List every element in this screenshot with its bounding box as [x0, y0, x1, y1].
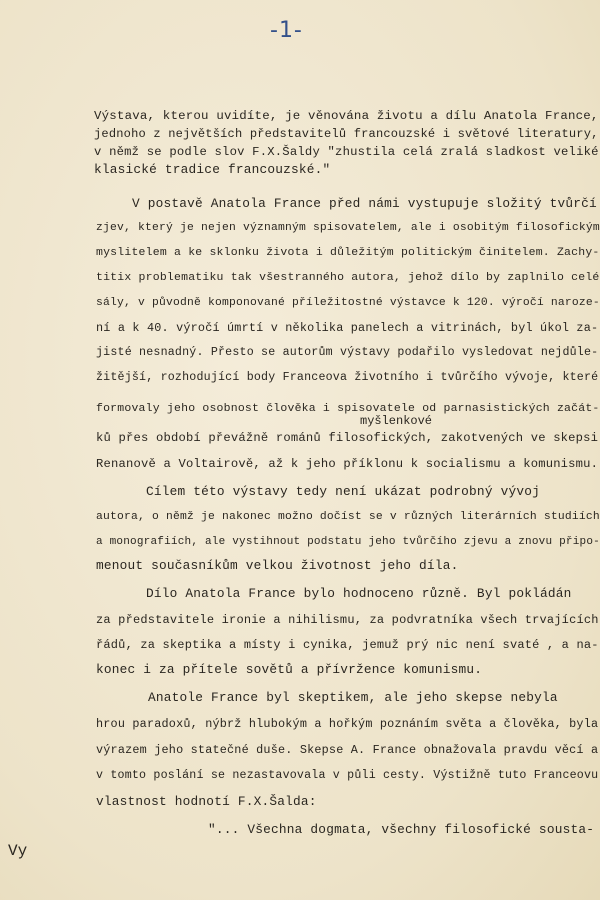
- text-line: V postavě Anatola France před námi vystupuje složitý tvůrčí: [132, 196, 597, 211]
- text-line: výrazem jeho statečné duše. Skepse A. France obnažovala pravdu věcí a: [96, 743, 599, 757]
- text-line: zjev, který je nejen významným spisovatelem, ale i osobitým filosofickým: [96, 222, 600, 234]
- text-line: konec i za přítele sovětů a přívržence komunismu.: [96, 662, 483, 677]
- corner-mark: Vy: [8, 842, 28, 860]
- text-line: a monografiích, ale vystihnout podstatu jeho tvůrčího zjevu a znovu připo-: [96, 536, 600, 548]
- text-line: žitější, rozhodující body Franceova životního i tvůrčího vývoje, které: [96, 371, 599, 384]
- text-line: titix problematiku tak všestranného autora, jehož dílo by zaplnilo celé: [96, 271, 600, 284]
- text-line: Výstava, kterou uvidíte, je věnována životu a dílu Anatola France,: [94, 109, 599, 123]
- text-line: za představitele ironie a nihilismu, za podvratníka všech trvajících: [96, 613, 599, 627]
- text-line: ní a k 40. výročí úmrtí v několika panelech a vitrinách, byl úkol za-: [96, 321, 599, 335]
- text-line: menout současníkům velkou životnost jeho díla.: [96, 558, 459, 573]
- text-line: jednoho z největších představitelů francouzské i světové literatury,: [94, 127, 599, 141]
- handwritten-insertion: myšlenkové: [360, 414, 433, 428]
- text-line: Dílo Anatola France bylo hodnoceno různě. Byl pokládán: [146, 586, 572, 601]
- text-line: v tomto poslání se nezastavovala v půli cesty. Výstižně tuto Franceovu: [96, 769, 599, 782]
- text-line: hrou paradoxů, nýbrž hlubokým a hořkým poznáním světa a člověka, byla: [96, 717, 599, 731]
- text-line: vlastnost hodnotí F.X.Šalda:: [96, 794, 317, 809]
- text-line: Cílem této výstavy tedy není ukázat podrobný vývoj: [146, 484, 540, 499]
- page-number: -1-: [270, 18, 303, 43]
- text-line: sály, v původně komponované příležitostné výstavce k 120. výročí narozе-: [96, 297, 600, 309]
- text-line: ků přes období převážně románů filosofických, zakotvených ve skepsi: [96, 431, 599, 445]
- text-line: Anatole France byl skeptikem, ale jeho skepse nebyla: [148, 690, 558, 705]
- text-line: jisté nesnadný. Přesto se autorům výstavy podařilo vysledovat nejdůle-: [96, 346, 599, 359]
- text-line: řádů, za skeptika a místy i cynika, jemuž prý nic není svaté , a na-: [96, 638, 599, 652]
- text-line: v němž se podle slov F.X.Šaldy "zhustila celá zralá sladkost veliké: [94, 145, 599, 159]
- text-line: autora, o němž je nakonec možno dočíst se v různých literárních studiích: [96, 511, 600, 523]
- text-line: Renanově a Voltairově, až k jeho příklonu k socialismu a komunismu.: [96, 457, 599, 471]
- text-line: formovaly jeho osobnost člověka i spisovatele od parnasistických začát-: [96, 402, 600, 415]
- text-line: klasické tradice francouzské.": [94, 162, 331, 177]
- text-line: myslitelem a ke sklonku života i důležitým politickým činitelem. Zachy-: [96, 246, 600, 259]
- text-line: "... Všechna dogmata, všechny filosofické sousta-: [208, 822, 595, 837]
